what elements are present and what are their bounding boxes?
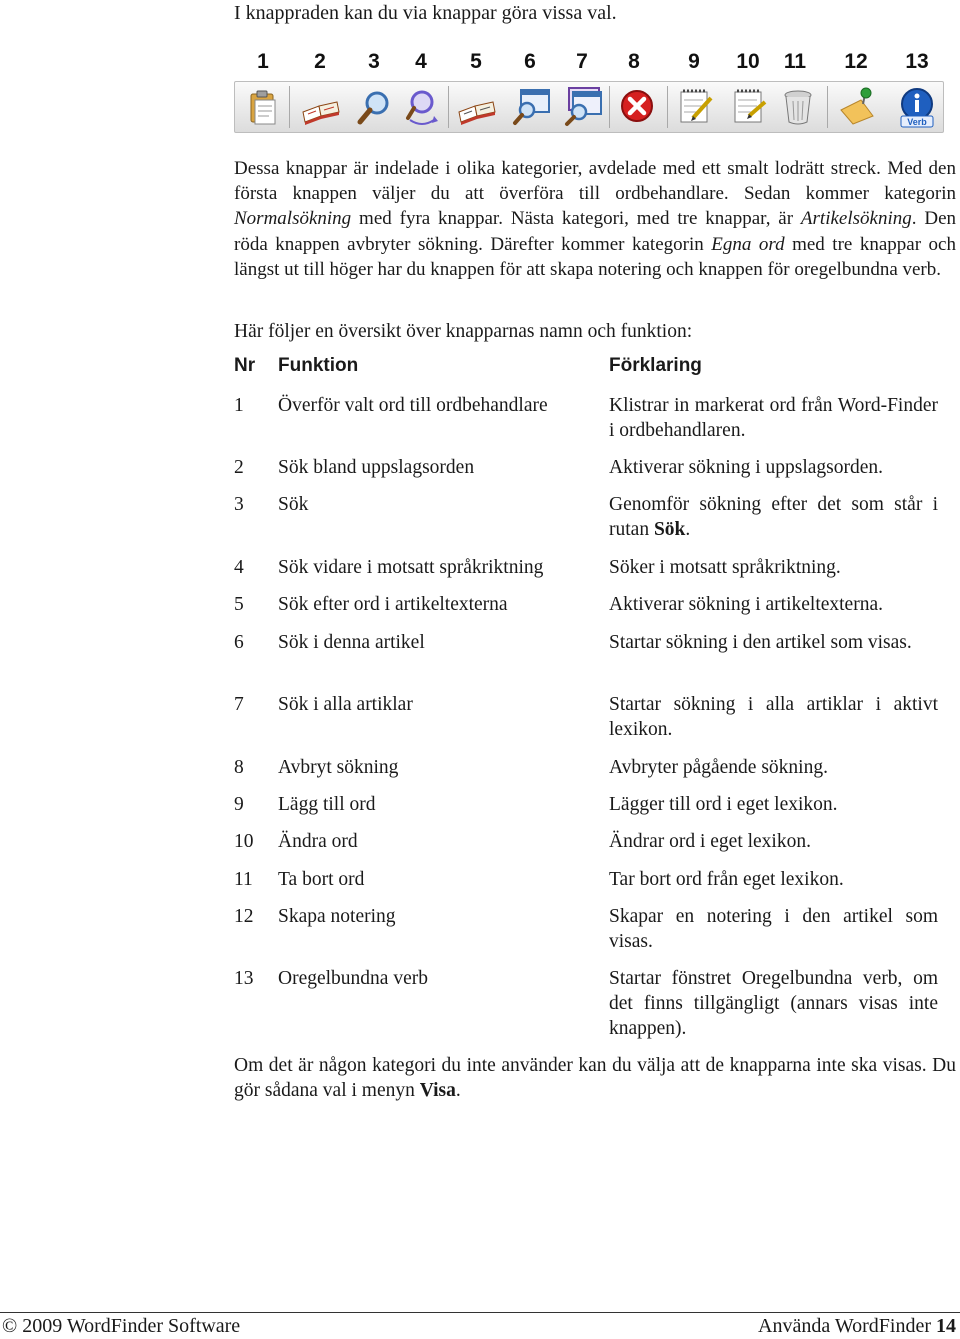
info-verb-icon (895, 86, 939, 128)
header-function: Funktion (278, 355, 359, 376)
clipboard-icon (241, 86, 285, 128)
magnifier-icon (352, 86, 396, 128)
footer-copyright: © 2009 WordFinder Software (2, 1315, 241, 1337)
magnifier-reverse-icon (400, 86, 444, 128)
row-explanation: Startar sökning i alla artiklar i aktivt lexikon. (609, 694, 938, 740)
row-function: Skapa notering (278, 906, 396, 927)
row-number: 2 (234, 457, 244, 478)
footer-divider (0, 1312, 960, 1313)
notepad-edit-icon (727, 86, 771, 128)
button-number-7: 7 (576, 50, 588, 73)
button-number-13: 13 (905, 50, 929, 73)
button-number-11: 11 (783, 50, 807, 73)
overview-intro: Här följer en översikt över knapparnas namn och funktion: (234, 321, 693, 342)
search-article-text-button[interactable] (455, 86, 499, 128)
row-explanation (609, 492, 938, 542)
row-number: 6 (234, 632, 244, 653)
windows-magnifier-icon (561, 86, 605, 128)
row-explanation: Avbryter pågående sökning. (609, 757, 828, 778)
toolbar-screenshot (234, 81, 944, 133)
text-fragment: Genomför sökning efter det som står i rutan (609, 494, 938, 540)
button-number-1: 1 (257, 50, 269, 73)
red-cancel-icon (615, 86, 659, 128)
text-fragment: med tre knappar och längst ut till höger har du knappen för att skapa notering och knappen för oregelbundna verb. (234, 233, 956, 280)
row-number: 11 (234, 869, 253, 890)
transfer-button[interactable] (241, 86, 285, 128)
row-number: 12 (234, 906, 254, 927)
footer-page-info (758, 1315, 956, 1338)
button-number-4: 4 (415, 50, 427, 73)
row-number: 5 (234, 594, 244, 615)
row-explanation: Lägger till ord i eget lexikon. (609, 794, 838, 815)
create-note-button[interactable] (835, 86, 879, 128)
row-function: Oregelbundna verb (278, 968, 428, 989)
row-explanation: Ändrar ord i eget lexikon. (609, 831, 811, 852)
page-number: 14 (936, 1315, 956, 1337)
category-separator (827, 86, 828, 128)
row-function: Lägg till ord (278, 794, 376, 815)
search-this-article-button[interactable] (509, 86, 553, 128)
row-number: 1 (234, 395, 244, 416)
irregular-verbs-button[interactable] (895, 86, 939, 128)
header-explanation: Förklaring (609, 355, 702, 376)
row-function: Sök vidare i motsatt språkriktning (278, 557, 544, 578)
category-name-normal-search: Normalsökning (234, 208, 352, 230)
text-fragment: Om det är någon kategori du inte använder kan du välja att de knapparna inte ska visas. Du gör sådana val i menyn (234, 1055, 956, 1101)
closing-paragraph (234, 1053, 956, 1103)
verb-label: Verb (907, 117, 927, 127)
row-explanation: Startar fönstret Oregelbundna verb, om det finns tillgängligt (annars visas inte knappen). (609, 968, 938, 1039)
text-fragment: med fyra knappar. Nästa kategori, med tre knappar, är (351, 208, 801, 230)
button-number-5: 5 (470, 50, 482, 73)
row-number: 7 (234, 694, 244, 715)
button-number-6: 6 (524, 50, 536, 73)
row-explanation: Skapar en notering i den artikel som visas. (609, 906, 938, 952)
edit-word-button[interactable] (727, 86, 771, 128)
trash-can-icon (776, 86, 820, 128)
category-description (234, 156, 956, 282)
row-function: Sök bland uppslagsorden (278, 457, 475, 478)
search-field-name: Sök (653, 519, 686, 540)
text-fragment: . (685, 519, 691, 540)
row-function: Avbryt sökning (278, 757, 399, 778)
row-explanation: Söker i motsatt språkriktning. (609, 557, 841, 578)
row-number: 9 (234, 794, 244, 815)
text-fragment: . Den röda knappen avbryter sökning. Därefter kommer kategorin (234, 208, 956, 255)
search-button[interactable] (352, 86, 396, 128)
search-all-articles-button[interactable] (561, 86, 605, 128)
text-fragment: . (455, 1080, 461, 1101)
button-number-3: 3 (368, 50, 380, 73)
row-function: Sök i denna artikel (278, 632, 425, 653)
header-nr: Nr (234, 355, 256, 376)
category-name-own-words: Egna ord (711, 233, 785, 255)
table-header (234, 355, 956, 383)
category-separator (667, 86, 668, 128)
intro-text: I knappraden kan du via knappar göra vissa val. (234, 2, 617, 24)
open-book-search-icon (455, 86, 499, 128)
row-function: Sök efter ord i artikeltexterna (278, 594, 508, 615)
row-number: 4 (234, 557, 244, 578)
row-function: Sök (278, 494, 309, 515)
category-name-article-search: Artikelsökning (800, 208, 912, 230)
row-explanation: Aktiverar sökning i uppslagsorden. (609, 457, 884, 478)
window-magnifier-icon (509, 86, 553, 128)
notepad-pencil-icon (673, 86, 717, 128)
category-separator (448, 86, 449, 128)
add-word-button[interactable] (673, 86, 717, 128)
button-number-10: 10 (736, 50, 760, 73)
toolbar-number-row (234, 50, 956, 80)
row-number: 10 (234, 831, 254, 852)
cancel-search-button[interactable] (615, 86, 659, 128)
search-headwords-button[interactable] (299, 86, 343, 128)
category-separator (289, 86, 290, 128)
button-number-8: 8 (628, 50, 640, 73)
category-separator (609, 86, 610, 128)
search-reverse-button[interactable] (400, 86, 444, 128)
footer-title: Använda WordFinder (758, 1315, 936, 1337)
row-number: 8 (234, 757, 244, 778)
note-pin-icon (835, 86, 879, 128)
row-number: 13 (234, 968, 254, 989)
button-number-9: 9 (688, 50, 700, 73)
row-explanation: Klistrar in markerat ord från Word-Finder i ordbehandlaren. (609, 395, 938, 441)
row-function: Ta bort ord (278, 869, 365, 890)
button-number-12: 12 (844, 50, 868, 73)
button-number-2: 2 (314, 50, 326, 73)
open-book-icon (299, 86, 343, 128)
row-function: Sök i alla artiklar (278, 694, 413, 715)
row-function: Överför valt ord till ordbehandlare (278, 395, 548, 416)
row-number: 3 (234, 494, 244, 515)
row-explanation: Tar bort ord från eget lexikon. (609, 869, 844, 890)
row-explanation: Startar sökning i den artikel som visas. (609, 632, 912, 653)
row-function: Ändra ord (278, 831, 358, 852)
delete-word-button[interactable] (776, 86, 820, 128)
row-explanation: Aktiverar sökning i artikeltexterna. (609, 594, 883, 615)
text-fragment: Dessa knappar är indelade i olika kategorier, avdelade med ett smalt lodrätt streck. Med den första knappen väljer du att överföra till ordbehandlare. Sedan kommer kategorin (234, 158, 956, 205)
menu-name-visa: Visa (419, 1080, 456, 1101)
